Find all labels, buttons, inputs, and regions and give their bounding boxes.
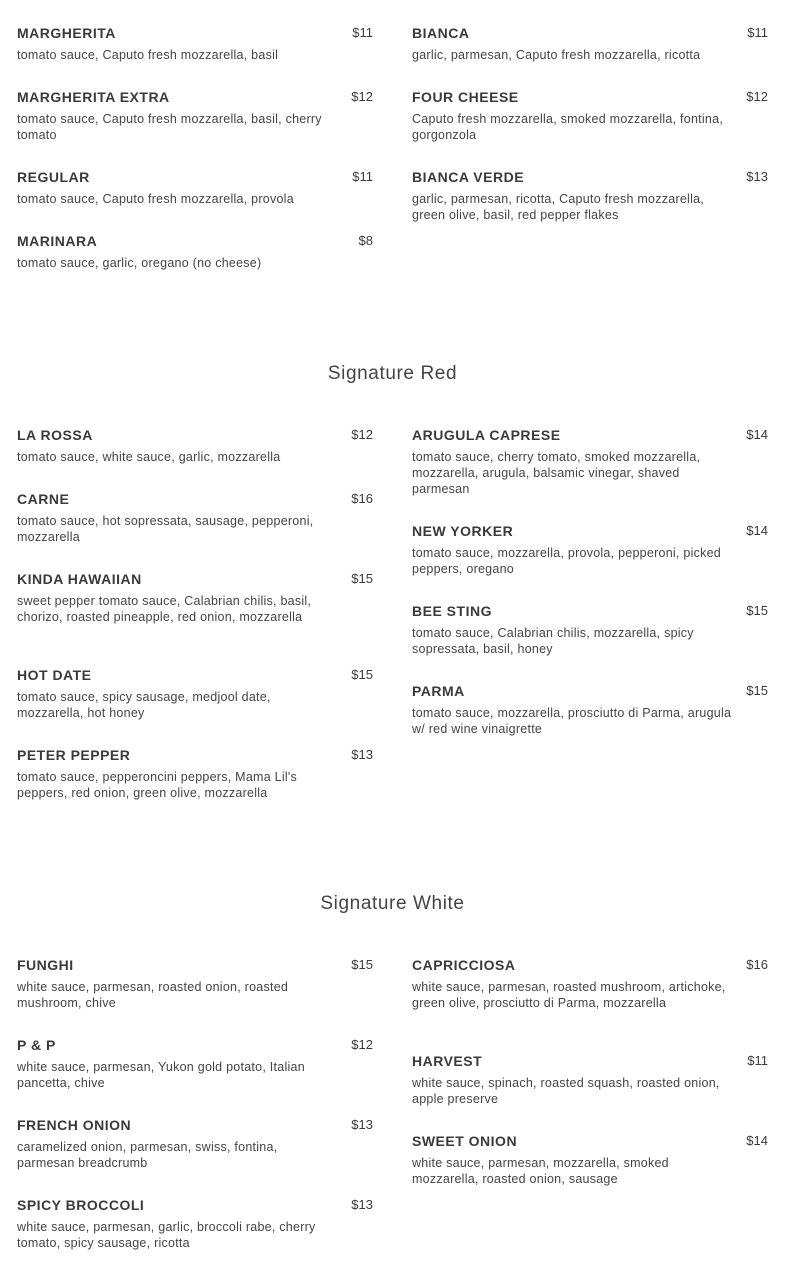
item-description: tomato sauce, Caputo fresh mozzarella, basil	[17, 48, 279, 62]
menu-item	[412, 1133, 768, 1187]
menu-item	[17, 491, 373, 545]
menu-item	[412, 1053, 768, 1107]
menu-item	[412, 683, 768, 737]
item-description: caramelized onion, parmesan, swiss, fontina, parmesan breadcrumb	[17, 1140, 278, 1170]
menu-item	[17, 957, 373, 1011]
item-price: $14	[746, 523, 768, 538]
item-price: $12	[351, 1037, 373, 1052]
menu-item	[17, 169, 373, 207]
item-price: $11	[747, 1053, 768, 1068]
item-name: BIANCA	[412, 25, 470, 41]
item-name: SWEET ONION	[412, 1133, 518, 1149]
menu-item	[17, 427, 373, 465]
item-name: CAPRICCIOSA	[412, 957, 516, 973]
item-name: HARVEST	[412, 1053, 483, 1069]
menu-item	[412, 603, 768, 657]
menu-item	[17, 233, 373, 271]
item-description: tomato sauce, Calabrian chilis, mozzarella, spicy sopressata, basil, honey	[412, 626, 694, 656]
item-price: $11	[747, 25, 768, 40]
item-price: $13	[746, 169, 768, 184]
item-name: NEW YORKER	[412, 523, 514, 539]
item-description: tomato sauce, Caputo fresh mozzarella, provola	[17, 192, 294, 206]
item-name: LA ROSSA	[17, 427, 93, 443]
menu-item	[17, 1037, 373, 1091]
item-description: tomato sauce, white sauce, garlic, mozzarella	[17, 450, 281, 464]
item-description: white sauce, parmesan, Yukon gold potato, Italian pancetta, chive	[17, 1060, 305, 1090]
section-title: Signature White	[320, 893, 465, 914]
item-description: garlic, parmesan, ricotta, Caputo fresh mozzarella, green olive, basil, red pepper flakes	[412, 192, 705, 222]
item-price: $15	[746, 603, 768, 618]
item-price: $15	[351, 957, 373, 972]
item-name: FOUR CHEESE	[412, 89, 519, 105]
item-name: KINDA HAWAIIAN	[17, 571, 142, 587]
item-name: ARUGULA CAPRESE	[412, 427, 561, 443]
menu-item	[17, 667, 373, 721]
menu-item	[17, 1197, 373, 1251]
item-description: white sauce, parmesan, mozzarella, smoked mozzarella, roasted onion, sausage	[412, 1156, 669, 1186]
menu-item	[412, 427, 768, 497]
menu-item	[412, 957, 768, 1011]
item-description: white sauce, spinach, roasted squash, roasted onion, apple preserve	[412, 1076, 720, 1106]
item-price: $13	[351, 1197, 373, 1212]
item-name: BIANCA VERDE	[412, 169, 525, 185]
menu-item	[412, 169, 768, 223]
item-price: $15	[351, 667, 373, 682]
item-description: tomato sauce, hot sopressata, sausage, pepperoni, mozzarella	[17, 514, 314, 544]
item-description: sweet pepper tomato sauce, Calabrian chilis, basil, chorizo, roasted pineapple, red onion, mozzarella	[17, 594, 312, 624]
menu-item	[17, 571, 373, 625]
item-description: tomato sauce, pepperoncini peppers, Mama Lil's peppers, red onion, green olive, mozzarella	[17, 770, 298, 800]
item-description: tomato sauce, Caputo fresh mozzarella, basil, cherry tomato	[17, 112, 322, 142]
menu-item	[17, 1117, 373, 1171]
item-description: white sauce, parmesan, garlic, broccoli rabe, cherry tomato, spicy sausage, ricotta	[17, 1220, 316, 1250]
item-price: $8	[358, 233, 373, 248]
item-price: $16	[746, 957, 768, 972]
item-description: Caputo fresh mozzarella, smoked mozzarella, fontina, gorgonzola	[412, 112, 724, 142]
section-title: Signature Red	[327, 363, 458, 384]
item-price: $13	[351, 1117, 373, 1132]
item-description: white sauce, parmesan, roasted onion, roasted mushroom, chive	[17, 980, 289, 1010]
item-name: FRENCH ONION	[17, 1117, 132, 1133]
menu-item	[17, 747, 373, 801]
item-price: $15	[746, 683, 768, 698]
item-price: $12	[351, 427, 373, 442]
item-description: white sauce, parmesan, roasted mushroom, artichoke, green olive, prosciutto di Parma, mozzarella	[412, 980, 726, 1010]
item-name: BEE STING	[412, 603, 492, 619]
item-price: $14	[746, 1133, 768, 1148]
item-description: tomato sauce, spicy sausage, medjool date, mozzarella, hot honey	[17, 690, 271, 720]
item-name: MARGHERITA	[17, 25, 116, 41]
item-price: $14	[746, 427, 768, 442]
item-description: tomato sauce, garlic, oregano (no cheese)	[17, 256, 262, 270]
item-description: tomato sauce, cherry tomato, smoked mozzarella, mozzarella, arugula, balsamic vinegar, shaved parmesan	[412, 450, 701, 496]
item-description: tomato sauce, mozzarella, provola, pepperoni, picked peppers, oregano	[412, 546, 721, 576]
item-name: PARMA	[412, 683, 465, 699]
item-price: $15	[351, 571, 373, 586]
item-price: $12	[351, 89, 373, 104]
item-price: $16	[351, 491, 373, 506]
item-description: garlic, parmesan, Caputo fresh mozzarella, ricotta	[412, 48, 701, 62]
item-name: REGULAR	[17, 169, 90, 185]
menu-item	[412, 523, 768, 577]
item-name: MARGHERITA EXTRA	[17, 89, 170, 105]
item-name: PETER PEPPER	[17, 747, 131, 763]
menu-item	[17, 25, 373, 63]
menu-item	[17, 89, 373, 143]
item-price: $11	[352, 169, 373, 184]
item-name: CARNE	[17, 491, 70, 507]
item-name: MARINARA	[17, 233, 98, 249]
item-name: SPICY BROCCOLI	[17, 1197, 145, 1213]
item-name: HOT DATE	[17, 667, 92, 683]
item-price: $11	[352, 25, 373, 40]
item-description: tomato sauce, mozzarella, prosciutto di Parma, arugula w/ red wine vinaigrette	[412, 706, 732, 736]
item-price: $13	[351, 747, 373, 762]
item-price: $12	[746, 89, 768, 104]
item-name: P & P	[17, 1037, 56, 1053]
menu-item	[412, 89, 768, 143]
item-name: FUNGHI	[17, 957, 74, 973]
menu-item	[412, 25, 768, 63]
